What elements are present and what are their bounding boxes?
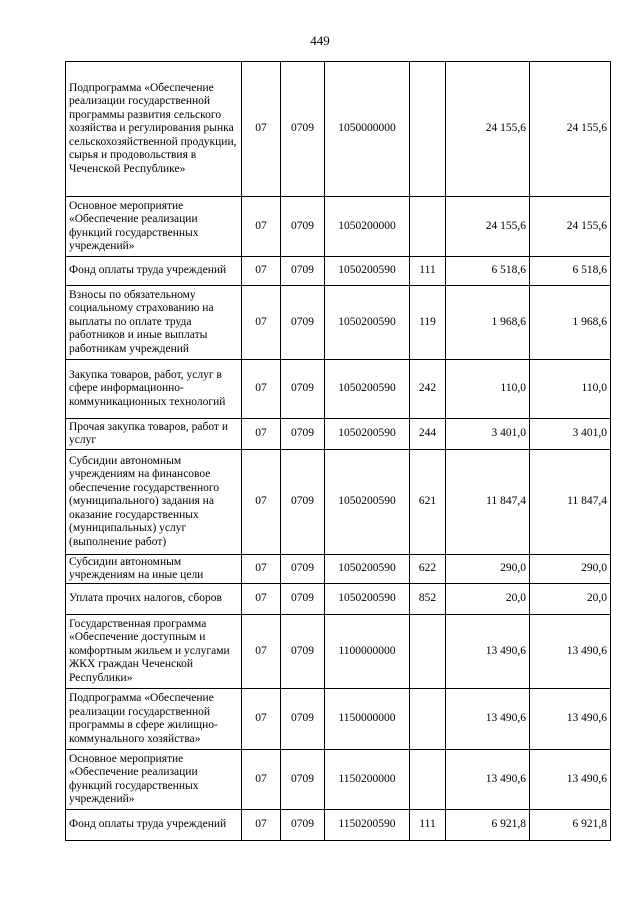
table-row xyxy=(66,750,611,810)
section-cell: 07 xyxy=(242,286,281,360)
expense-type-cell xyxy=(410,197,446,257)
target-article-cell: 1150200000 xyxy=(325,750,410,810)
amount-cell-2: 24 155,6 xyxy=(530,62,611,197)
table-row xyxy=(66,615,611,689)
amount-cell-2: 13 490,6 xyxy=(530,615,611,689)
row-name-cell: Подпрограмма «Обеспечение реализации государственной программы развития сельского хозяйства и регулирования рынка сельскохозяйственной продукции, сырья и продовольствия в Чеченской Республике» xyxy=(66,62,242,197)
amount-cell-2: 6 921,8 xyxy=(530,810,611,841)
amount-cell-1: 6 921,8 xyxy=(446,810,530,841)
amount-cell-2: 24 155,6 xyxy=(530,197,611,257)
target-article-cell: 1100000000 xyxy=(325,615,410,689)
amount-cell-2: 20,0 xyxy=(530,584,611,615)
row-name-cell: Основное мероприятие «Обеспечение реализации функций государственных учреждений» xyxy=(66,197,242,257)
amount-cell-1: 3 401,0 xyxy=(446,419,530,450)
section-cell: 07 xyxy=(242,360,281,419)
expense-type-cell xyxy=(410,689,446,750)
target-article-cell: 1050000000 xyxy=(325,62,410,197)
row-name-cell: Уплата прочих налогов, сборов xyxy=(66,584,242,615)
expense-type-cell: 244 xyxy=(410,419,446,450)
amount-cell-1: 13 490,6 xyxy=(446,689,530,750)
subsection-cell: 0709 xyxy=(281,62,325,197)
amount-cell-2: 290,0 xyxy=(530,555,611,584)
table-row xyxy=(66,360,611,419)
subsection-cell: 0709 xyxy=(281,257,325,286)
expense-type-cell: 242 xyxy=(410,360,446,419)
subsection-cell: 0709 xyxy=(281,689,325,750)
amount-cell-2: 13 490,6 xyxy=(530,750,611,810)
target-article-cell: 1150200590 xyxy=(325,810,410,841)
amount-cell-1: 20,0 xyxy=(446,584,530,615)
section-cell: 07 xyxy=(242,810,281,841)
section-cell: 07 xyxy=(242,750,281,810)
target-article-cell: 1050200590 xyxy=(325,419,410,450)
amount-cell-2: 11 847,4 xyxy=(530,450,611,555)
target-article-cell: 1050200590 xyxy=(325,286,410,360)
table-row xyxy=(66,62,611,197)
amount-cell-2: 13 490,6 xyxy=(530,689,611,750)
expense-type-cell: 622 xyxy=(410,555,446,584)
amount-cell-1: 11 847,4 xyxy=(446,450,530,555)
amount-cell-1: 24 155,6 xyxy=(446,62,530,197)
table-row xyxy=(66,197,611,257)
amount-cell-2: 6 518,6 xyxy=(530,257,611,286)
amount-cell-2: 110,0 xyxy=(530,360,611,419)
amount-cell-1: 1 968,6 xyxy=(446,286,530,360)
budget-table-body xyxy=(66,62,611,841)
table-row xyxy=(66,419,611,450)
amount-cell-1: 110,0 xyxy=(446,360,530,419)
expense-type-cell: 119 xyxy=(410,286,446,360)
section-cell: 07 xyxy=(242,419,281,450)
amount-cell-1: 13 490,6 xyxy=(446,615,530,689)
section-cell: 07 xyxy=(242,615,281,689)
section-cell: 07 xyxy=(242,689,281,750)
subsection-cell: 0709 xyxy=(281,584,325,615)
row-name-cell: Прочая закупка товаров, работ и услуг xyxy=(66,419,242,450)
target-article-cell: 1050200590 xyxy=(325,555,410,584)
subsection-cell: 0709 xyxy=(281,450,325,555)
row-name-cell: Фонд оплаты труда учреждений xyxy=(66,257,242,286)
subsection-cell: 0709 xyxy=(281,360,325,419)
amount-cell-1: 24 155,6 xyxy=(446,197,530,257)
page-number: 449 xyxy=(310,33,330,48)
table-row xyxy=(66,450,611,555)
section-cell: 07 xyxy=(242,257,281,286)
target-article-cell: 1050200590 xyxy=(325,584,410,615)
row-name-cell: Взносы по обязательному социальному страхованию на выплаты по оплате труда работников и иные выплаты работникам учреждений xyxy=(66,286,242,360)
row-name-cell: Фонд оплаты труда учреждений xyxy=(66,810,242,841)
row-name-cell: Основное мероприятие «Обеспечение реализации функций государственных учреждений» xyxy=(66,750,242,810)
row-name-cell: Закупка товаров, работ, услуг в сфере информационно-коммуникационных технологий xyxy=(66,360,242,419)
expense-type-cell: 621 xyxy=(410,450,446,555)
subsection-cell: 0709 xyxy=(281,419,325,450)
expense-type-cell: 852 xyxy=(410,584,446,615)
subsection-cell: 0709 xyxy=(281,615,325,689)
expense-type-cell xyxy=(410,750,446,810)
target-article-cell: 1050200590 xyxy=(325,360,410,419)
subsection-cell: 0709 xyxy=(281,750,325,810)
target-article-cell: 1150000000 xyxy=(325,689,410,750)
subsection-cell: 0709 xyxy=(281,197,325,257)
row-name-cell: Государственная программа «Обеспечение доступным и комфортным жильем и услугами ЖКХ граждан Чеченской Республики» xyxy=(66,615,242,689)
expense-type-cell: 111 xyxy=(410,810,446,841)
expense-type-cell xyxy=(410,615,446,689)
section-cell: 07 xyxy=(242,584,281,615)
table-row xyxy=(66,286,611,360)
subsection-cell: 0709 xyxy=(281,810,325,841)
amount-cell-2: 3 401,0 xyxy=(530,419,611,450)
target-article-cell: 1050200000 xyxy=(325,197,410,257)
budget-table xyxy=(65,61,611,841)
section-cell: 07 xyxy=(242,555,281,584)
table-row xyxy=(66,810,611,841)
section-cell: 07 xyxy=(242,450,281,555)
section-cell: 07 xyxy=(242,197,281,257)
table-row xyxy=(66,555,611,584)
expense-type-cell xyxy=(410,62,446,197)
section-cell: 07 xyxy=(242,62,281,197)
expense-type-cell: 111 xyxy=(410,257,446,286)
table-row xyxy=(66,689,611,750)
table-row xyxy=(66,257,611,286)
row-name-cell: Подпрограмма «Обеспечение реализации государственной программы в сфере жилищно-коммунального хозяйства» xyxy=(66,689,242,750)
subsection-cell: 0709 xyxy=(281,555,325,584)
amount-cell-1: 6 518,6 xyxy=(446,257,530,286)
table-row xyxy=(66,584,611,615)
subsection-cell: 0709 xyxy=(281,286,325,360)
amount-cell-2: 1 968,6 xyxy=(530,286,611,360)
row-name-cell: Субсидии автономным учреждениям на иные цели xyxy=(66,555,242,584)
row-name-cell: Субсидии автономным учреждениям на финансовое обеспечение государственного (муниципального) задания на оказание государственных (муниципальных) услуг (выполнение работ) xyxy=(66,450,242,555)
amount-cell-1: 13 490,6 xyxy=(446,750,530,810)
target-article-cell: 1050200590 xyxy=(325,450,410,555)
amount-cell-1: 290,0 xyxy=(446,555,530,584)
target-article-cell: 1050200590 xyxy=(325,257,410,286)
